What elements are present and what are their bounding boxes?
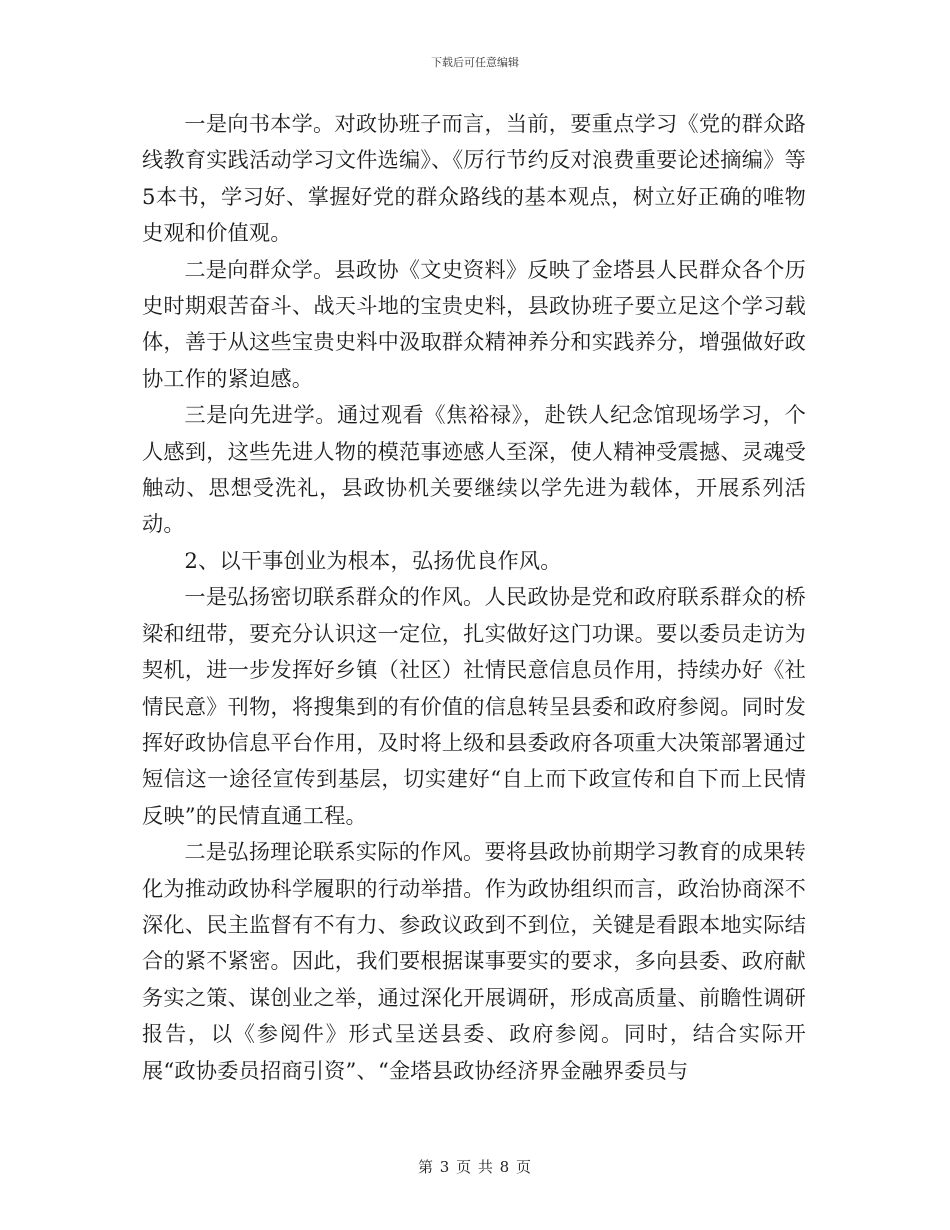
page-header-note: 下载后可任意编辑 [431,56,519,69]
document-body [142,106,806,1089]
paragraph-contact-masses: 一是弘扬密切联系群众的作风。人民政协是党和政府联系群众的桥梁和纽带，要充分认识这一定位，扎实做好这门功课。要以委员走访为契机，进一步发挥好乡镇（社区）社情民意信息员作用，持续办好《社情民意》刊物，将搜集到的有价值的信息转呈县委和政府参阅。同时发挥好政协信息平台作用，及时将上级和县委政府各项重大决策部署通过短信这一途径宣传到基层，切实建好“自上而下政宣传和自下而上民情反映”的民情直通工程。 [142,584,806,828]
paragraph-learn-from-masses: 二是向群众学。县政协《文史资料》反映了金塔县人民群众各个历史时期艰苦奋斗、战天斗地的宝贵史料，县政协班子要立足这个学习载体，善于从这些宝贵史料中汲取群众精神养分和实践养分，增强做好政协工作的紧迫感。 [142,256,806,391]
paragraph-learn-from-advanced: 三是向先进学。通过观看《焦裕禄》，赴铁人纪念馆现场学习，个人感到，这些先进人物的模范事迹感人至深，使人精神受震撼、灵魂受触动、思想受洗礼，县政协机关要继续以学先进为载体，开展系列活动。 [142,402,806,537]
paragraph-learn-from-books: 一是向书本学。对政协班子而言，当前，要重点学习《党的群众路线教育实践活动学习文件选编》、《厉行节约反对浪费重要论述摘编》等5本书，学习好、掌握好党的群众路线的基本观点，树立好正确的唯物史观和价值观。 [142,111,806,246]
paragraph-theory-practice: 二是弘扬理论联系实际的作风。要将县政协前期学习教育的成果转化为推动政协科学履职的行动举措。作为政协组织而言，政治协商深不深化、民主监督有不有力、参政议政到不到位，关键是看跟本地实际结合的紧不紧密。因此，我们要根据谋事要实的要求，多向县委、政府献务实之策、谋创业之举，通过深化开展调研，形成高质量、前瞻性调研报告，以《参阅件》形式呈送县委、政府参阅。同时，结合实际开展“政协委员招商引资”、“金塔县政协经济界金融界委员与 [142,839,806,1083]
section-heading-2: 2、以干事创业为根本，弘扬优良作风。 [184,547,562,573]
page-number: 第 3 页 共 8 页 [418,1158,532,1176]
